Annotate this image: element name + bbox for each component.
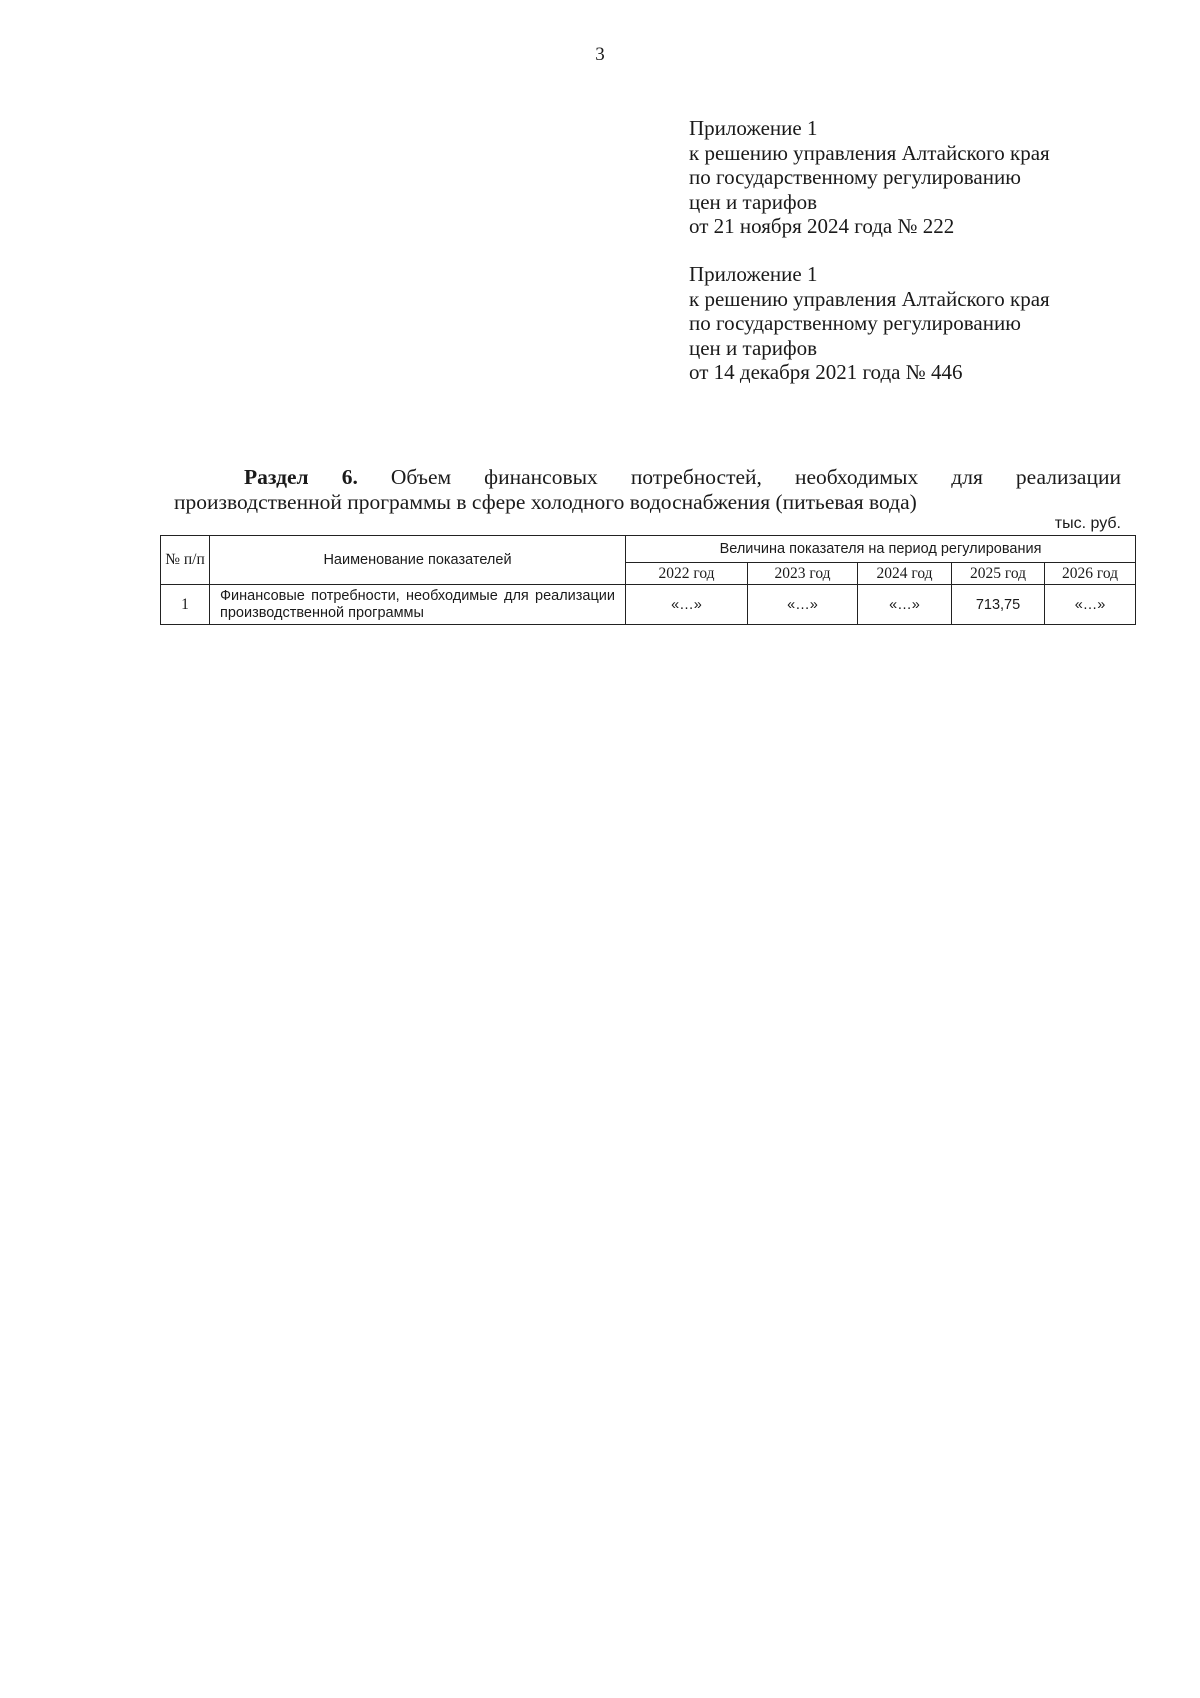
appendix-line: к решению управления Алтайского края xyxy=(689,140,1050,165)
header-period: Величина показателя на период регулирования xyxy=(626,536,1136,563)
header-year: 2025 год xyxy=(952,563,1045,585)
row-num: 1 xyxy=(161,585,210,625)
row-value: «…» xyxy=(1045,585,1136,625)
appendix-line: по государственному регулированию xyxy=(689,165,1021,189)
section-label: Раздел 6. xyxy=(244,465,358,489)
appendix-line: Приложение 1 xyxy=(689,262,818,286)
appendix-line: по государственному регулированию xyxy=(689,311,1021,335)
appendix-line: к решению управления Алтайского края xyxy=(689,286,1050,311)
section-title-line2: производственной программы в сфере холодного водоснабжения (питьевая вода) xyxy=(174,490,917,514)
table-header-row xyxy=(161,536,1136,563)
row-value: 713,75 xyxy=(952,585,1045,625)
header-name: Наименование показателей xyxy=(210,536,626,585)
section-title-line1 xyxy=(174,465,1121,490)
appendix-line: цен и тарифов xyxy=(689,189,818,214)
appendix-line: от 21 ноября 2024 года № 222 xyxy=(689,214,955,238)
header-year: 2023 год xyxy=(748,563,858,585)
header-year: 2024 год xyxy=(858,563,952,585)
appendix-original-block xyxy=(689,262,1050,385)
row-value: «…» xyxy=(858,585,952,625)
appendix-line: Приложение 1 xyxy=(689,116,818,140)
financial-needs-table xyxy=(160,535,1136,625)
page-number: 3 xyxy=(595,44,605,65)
row-value: «…» xyxy=(626,585,748,625)
row-name: Финансовые потребности, необходимые для реализации производственной программы xyxy=(210,585,626,625)
row-value: «…» xyxy=(748,585,858,625)
appendix-line: от 14 декабря 2021 года № 446 xyxy=(689,360,963,384)
header-year: 2026 год xyxy=(1045,563,1136,585)
section-title xyxy=(174,465,1121,515)
table-row xyxy=(161,585,1136,625)
section-title-text: Объем финансовых потребностей, необходимых для реализации xyxy=(390,465,1121,489)
units-label: тыс. руб. xyxy=(1054,515,1121,532)
header-year: 2022 год xyxy=(626,563,748,585)
appendix-current-block xyxy=(689,116,1050,239)
header-num: № п/п xyxy=(161,536,210,585)
appendix-line: цен и тарифов xyxy=(689,335,818,360)
